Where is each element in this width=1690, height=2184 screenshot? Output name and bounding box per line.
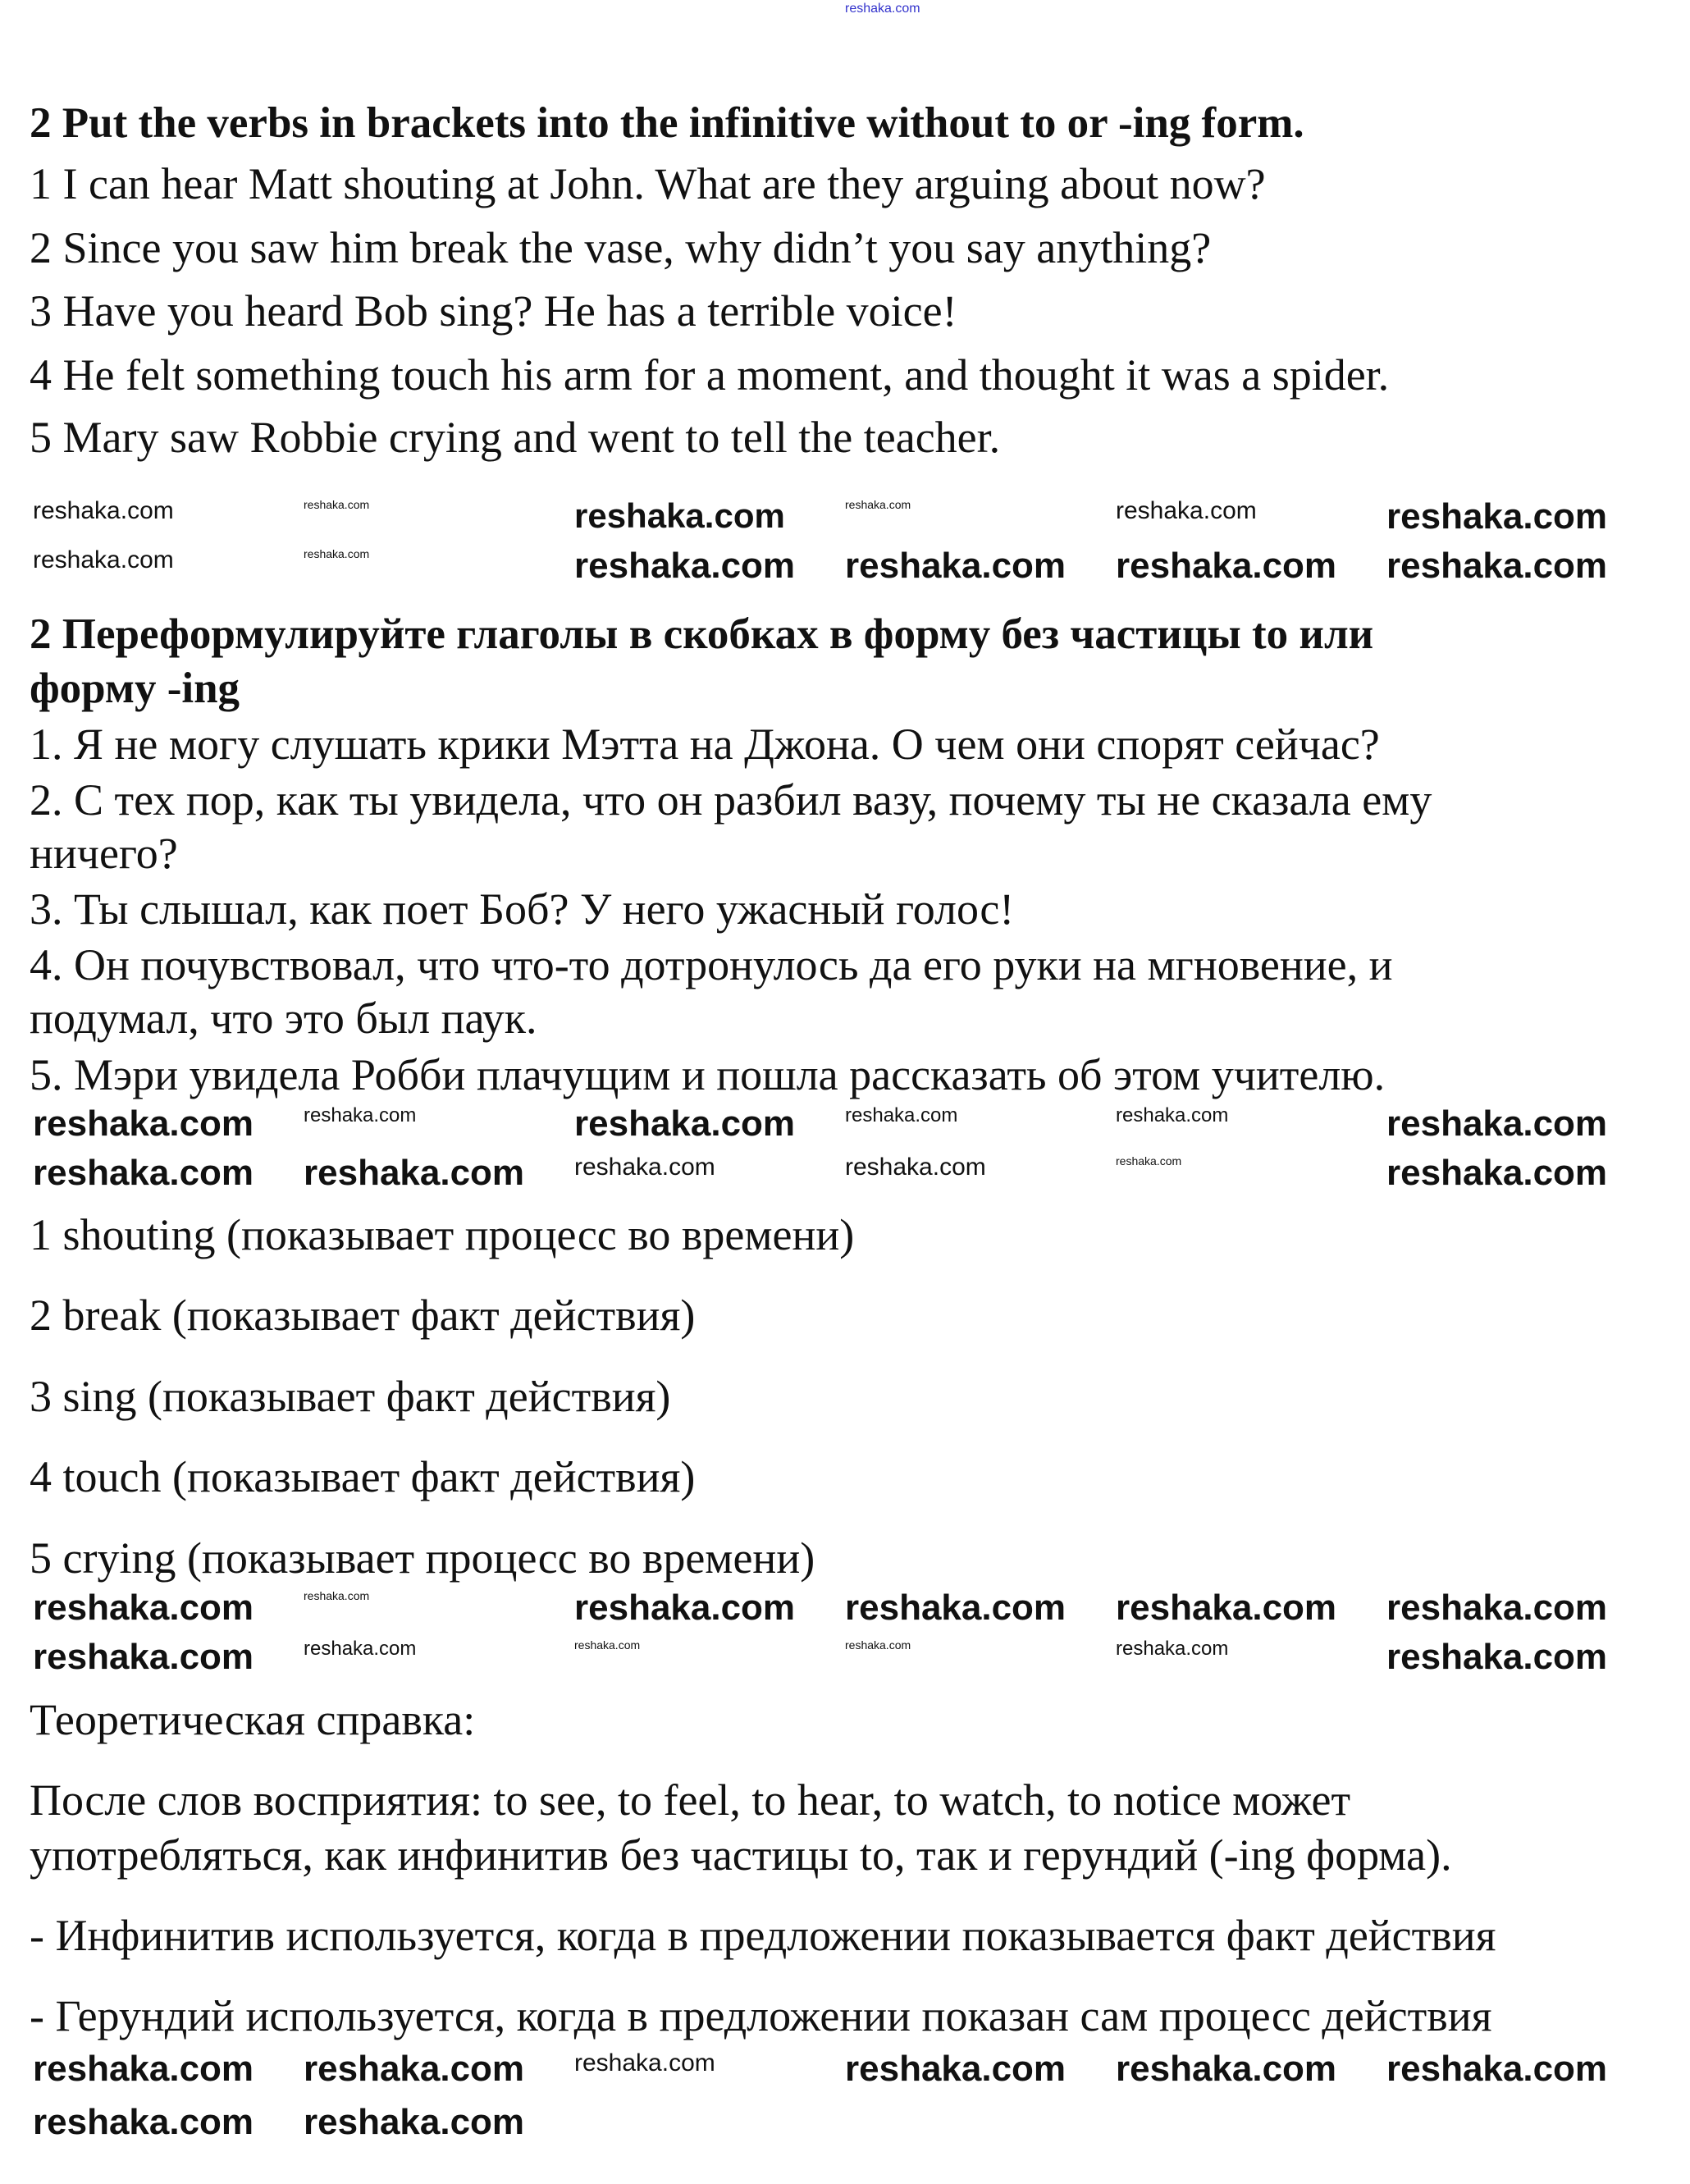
watermark: reshaka.com xyxy=(845,546,1067,586)
watermark: reshaka.com xyxy=(33,497,174,524)
watermark: reshaka.com xyxy=(845,1104,958,1126)
watermark: reshaka.com xyxy=(304,547,370,560)
watermark: reshaka.com xyxy=(574,1103,796,1144)
watermark: reshaka.com xyxy=(304,1638,417,1660)
watermark: reshaka.com xyxy=(33,546,174,573)
watermark: reshaka.com xyxy=(845,2049,1067,2089)
watermark: reshaka.com xyxy=(1116,546,1337,586)
exercise-title-ru: форму -ing xyxy=(30,665,240,712)
answer-item: 2 break (показывает факт действия) xyxy=(30,1291,696,1340)
watermark: reshaka.com xyxy=(33,1153,254,1193)
watermark: reshaka.com xyxy=(574,1638,641,1652)
watermark: reshaka.com xyxy=(1116,497,1257,524)
watermark: reshaka.com xyxy=(1386,1588,1608,1628)
watermark: reshaka.com xyxy=(304,2102,525,2142)
theory-line: - Инфинитив используется, когда в предложении показывается факт действия xyxy=(30,1911,1496,1960)
theory-line: - Герундий используется, когда в предложении показан сам процесс действия xyxy=(30,1991,1492,2040)
translation-line: подумал, что это был паук. xyxy=(30,994,537,1043)
translation-line: 1. Я не могу слушать крики Мэтта на Джона. О чем они спорят сейчас? xyxy=(30,720,1380,769)
watermark: reshaka.com xyxy=(1386,546,1608,586)
watermark: reshaka.com xyxy=(33,1637,254,1677)
translation-line: 5. Мэри увидела Робби плачущим и пошла рассказать об этом учителю. xyxy=(30,1050,1386,1099)
watermark: reshaka.com xyxy=(304,2049,525,2089)
translation-line: 3. Ты слышал, как поет Боб? У него ужасный голос! xyxy=(30,884,1015,934)
watermark: reshaka.com xyxy=(1386,1153,1608,1193)
exercise-item: 2 Since you saw him break the vase, why didn’t you say anything? xyxy=(30,223,1212,272)
translation-line: 2. С тех пор, как ты увидела, что он разбил вазу, почему ты не сказала ему xyxy=(30,775,1432,825)
watermark: reshaka.com xyxy=(1116,1638,1229,1660)
watermark: reshaka.com xyxy=(845,498,911,511)
watermark: reshaka.com xyxy=(1386,496,1608,537)
exercise-title-ru: 2 Переформулируйте глаголы в скобках в форму без частицы to или xyxy=(30,610,1374,658)
watermark: reshaka.com xyxy=(574,1154,715,1181)
watermark: reshaka.com xyxy=(1116,1154,1182,1167)
watermark: reshaka.com xyxy=(574,1588,796,1628)
exercise-item: 4 He felt something touch his arm for a moment, and thought it was a spider. xyxy=(30,350,1390,400)
watermark: reshaka.com xyxy=(1116,1104,1229,1126)
header-watermark: reshaka.com xyxy=(845,2,920,16)
watermark: reshaka.com xyxy=(1386,2049,1608,2089)
watermark: reshaka.com xyxy=(304,1104,417,1126)
watermark: reshaka.com xyxy=(304,1153,525,1193)
watermark: reshaka.com xyxy=(1116,1588,1337,1628)
exercise-item: 3 Have you heard Bob sing? He has a terrible voice! xyxy=(30,286,957,336)
translation-line: 4. Он почувствовал, что что-то дотронулось да его руки на мгновение, и xyxy=(30,940,1393,989)
answer-item: 3 sing (показывает факт действия) xyxy=(30,1372,671,1421)
watermark: reshaka.com xyxy=(845,1154,986,1181)
watermark: reshaka.com xyxy=(33,1103,254,1144)
watermark: reshaka.com xyxy=(1386,1637,1608,1677)
theory-line: После слов восприятия: to see, to feel, to hear, to watch, to notice может xyxy=(30,1775,1351,1825)
answer-item: 5 crying (показывает процесс во времени) xyxy=(30,1533,815,1583)
watermark: reshaka.com xyxy=(33,1588,254,1628)
exercise-item: 5 Mary saw Robbie crying and went to tell the teacher. xyxy=(30,413,1001,462)
watermark: reshaka.com xyxy=(574,2049,715,2077)
theory-line: употребляться, как инфинитив без частицы to, так и герундий (-ing форма). xyxy=(30,1830,1452,1880)
answer-item: 1 shouting (показывает процесс во времени) xyxy=(30,1210,855,1259)
exercise-item: 1 I can hear Matt shouting at John. What are they arguing about now? xyxy=(30,159,1266,208)
watermark: reshaka.com xyxy=(574,546,796,586)
watermark: reshaka.com xyxy=(574,496,785,535)
theory-heading: Теоретическая справка: xyxy=(30,1695,476,1744)
answer-item: 4 touch (показывает факт действия) xyxy=(30,1452,696,1501)
watermark: reshaka.com xyxy=(33,2049,254,2089)
watermark: reshaka.com xyxy=(304,498,370,511)
watermark: reshaka.com xyxy=(1386,1103,1608,1144)
watermark: reshaka.com xyxy=(304,1589,370,1602)
watermark: reshaka.com xyxy=(1116,2049,1337,2089)
exercise-title: 2 Put the verbs in brackets into the infinitive without to or -ing form. xyxy=(30,99,1304,147)
watermark: reshaka.com xyxy=(845,1588,1067,1628)
watermark: reshaka.com xyxy=(33,2102,254,2142)
translation-line: ничего? xyxy=(30,829,178,878)
watermark: reshaka.com xyxy=(845,1638,911,1652)
